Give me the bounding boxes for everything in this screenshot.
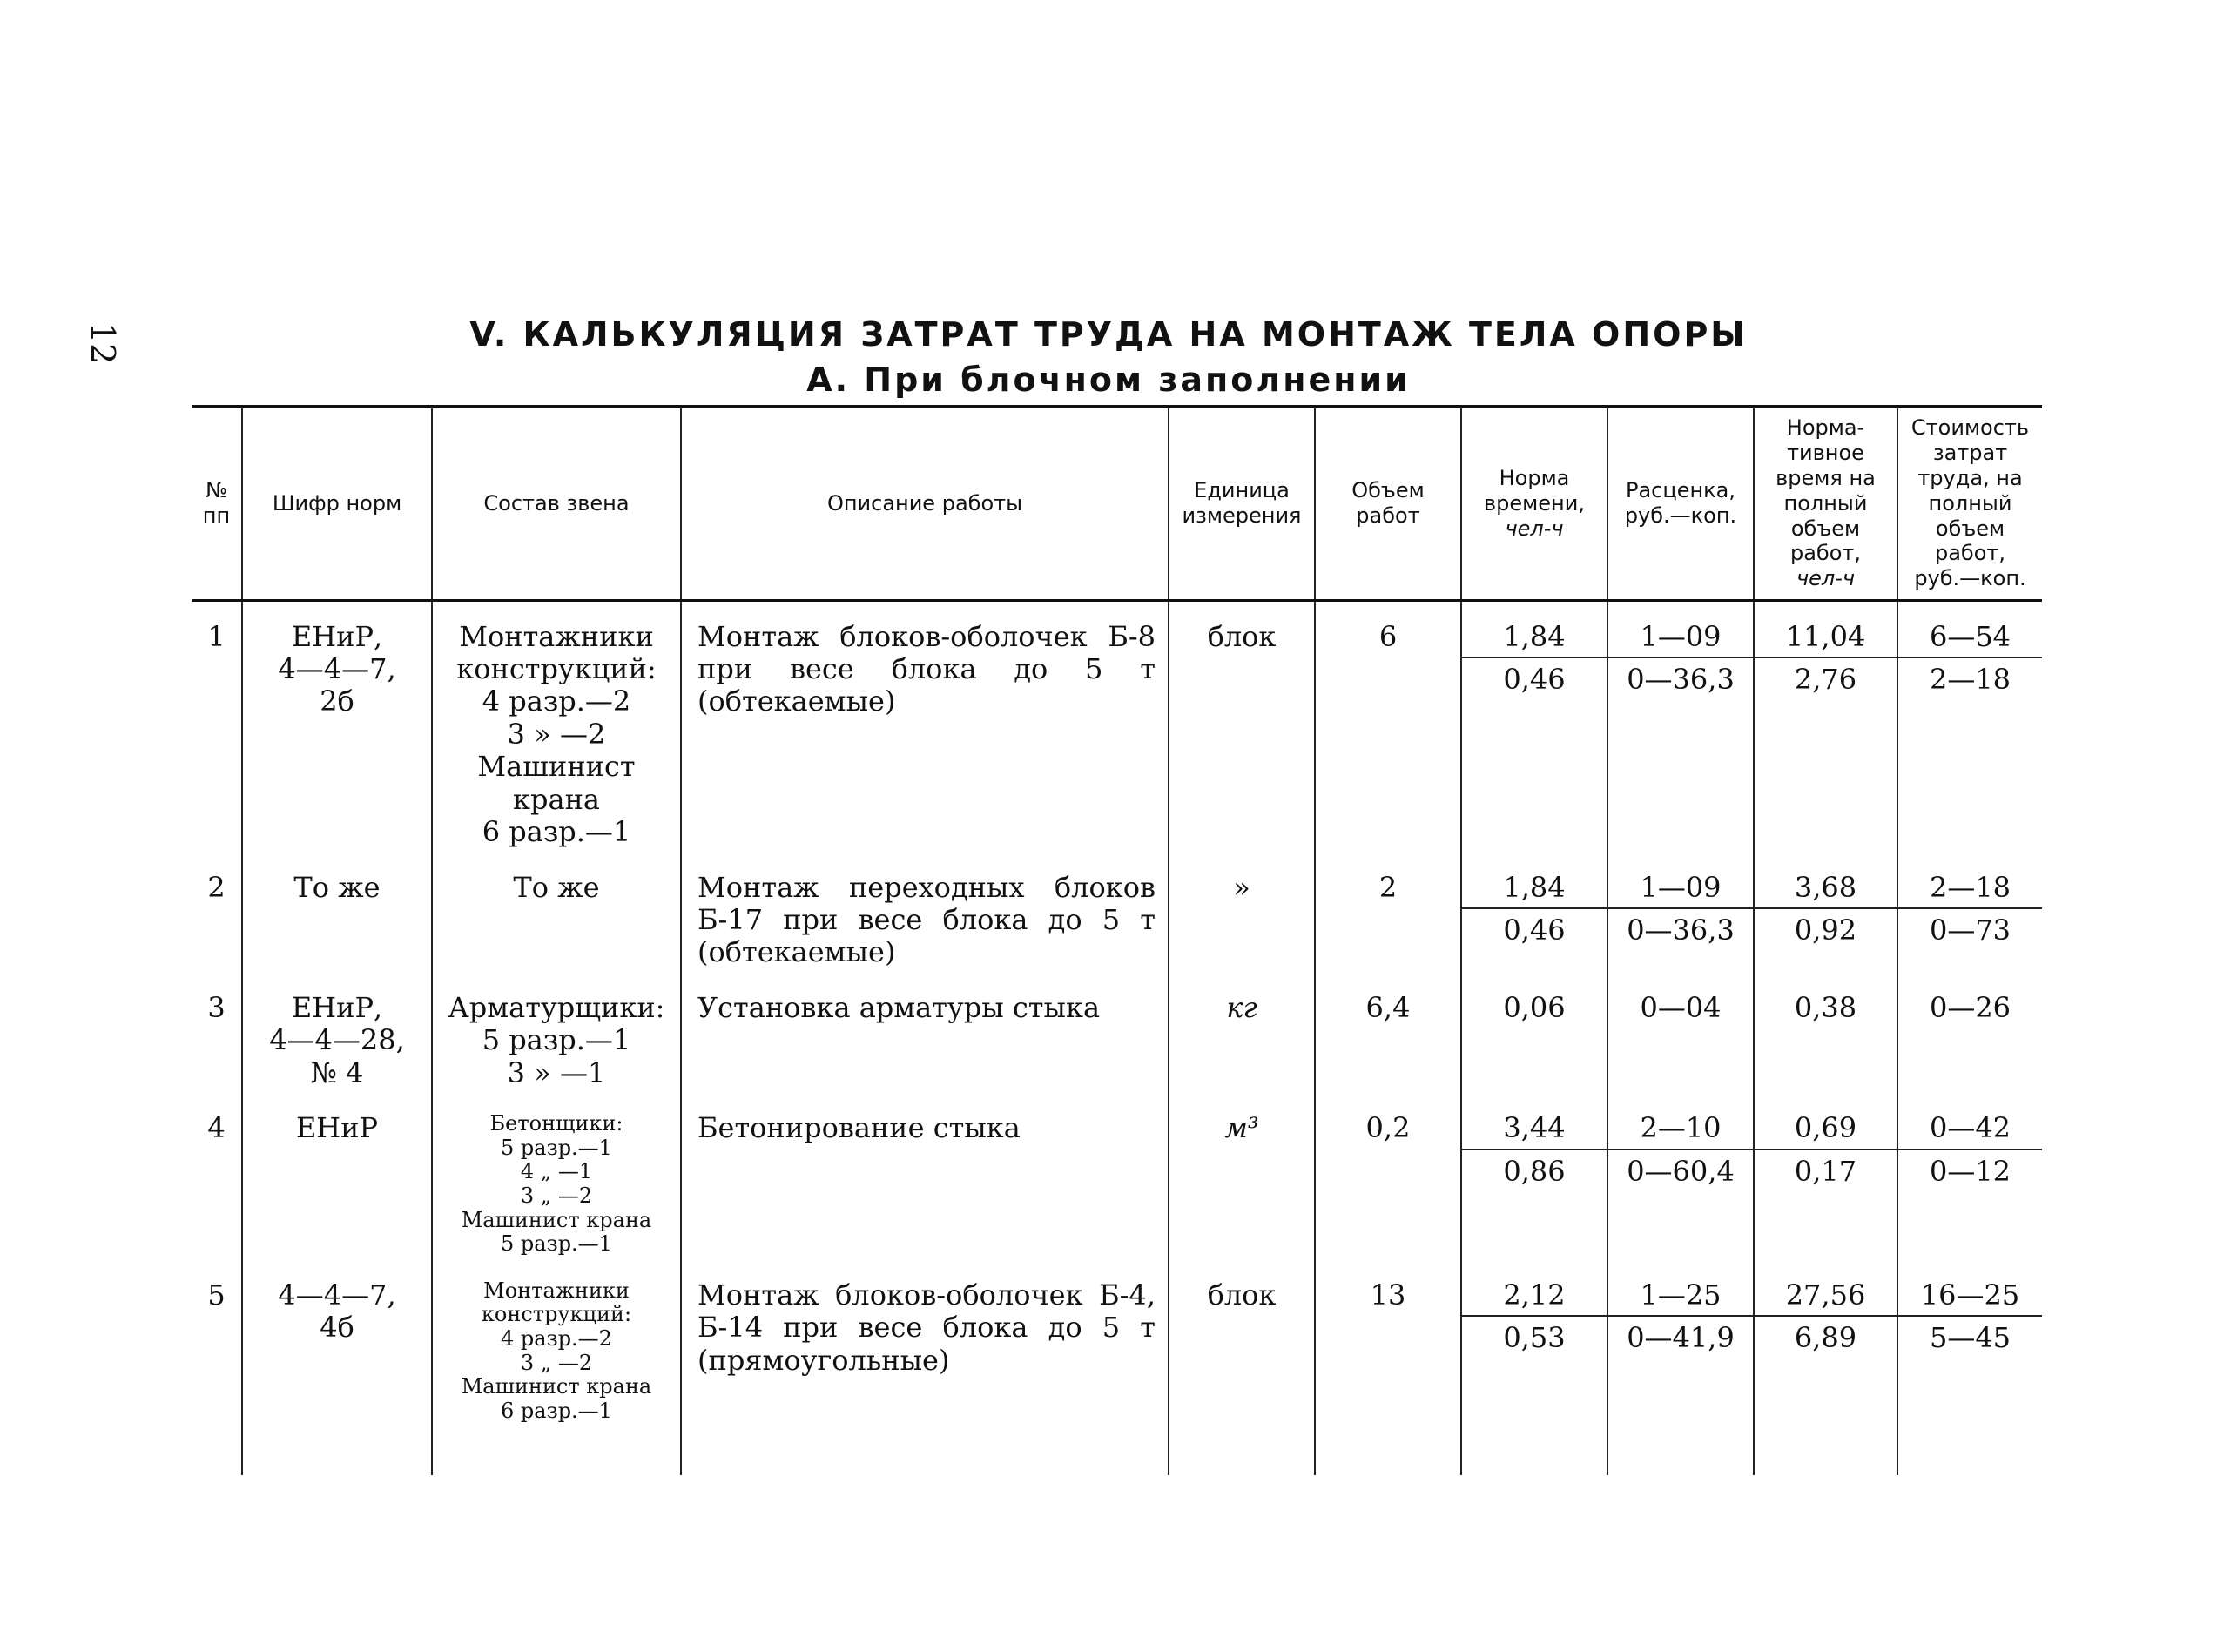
cell-code: 4—4—7, 4б bbox=[242, 1272, 432, 1476]
cell-volume: 6 bbox=[1315, 600, 1461, 865]
cell-desc: Монтаж переходных блоков Б-17 при весе блока до 5 т (обтекаемые) bbox=[681, 865, 1169, 985]
header-total-time: Норма- тивное время на полный объем работ, чел-ч bbox=[1754, 407, 1897, 600]
cell-total-cost: 0—42 0—12 bbox=[1897, 1105, 2042, 1272]
header-unit: Единица измерения bbox=[1169, 407, 1315, 600]
labor-cost-table bbox=[192, 405, 2042, 1475]
table-row bbox=[192, 985, 2042, 1105]
cell-volume: 0,2 bbox=[1315, 1105, 1461, 1272]
header-crew: Состав звена bbox=[432, 407, 681, 600]
cell-unit: м³ bbox=[1169, 1105, 1315, 1272]
cell-num: 3 bbox=[192, 985, 242, 1105]
cell-norm: 1,84 0,46 bbox=[1461, 865, 1607, 985]
cell-total-time: 27,56 6,89 bbox=[1754, 1272, 1897, 1476]
cell-norm: 1,84 0,46 bbox=[1461, 600, 1607, 865]
cell-num: 2 bbox=[192, 865, 242, 985]
cell-unit: кг bbox=[1169, 985, 1315, 1105]
cell-unit: » bbox=[1169, 865, 1315, 985]
cell-crew: То же bbox=[432, 865, 681, 985]
cell-code: ЕНиР, 4—4—7, 2б bbox=[242, 600, 432, 865]
cell-total-cost: 2—18 0—73 bbox=[1897, 865, 2042, 985]
cell-norm: 0,06 bbox=[1461, 985, 1607, 1105]
header-desc: Описание работы bbox=[681, 407, 1169, 600]
cell-crew: Монтажники конструкций: 4 разр.—2 3 » —2 Машинист крана 6 разр.—1 bbox=[432, 600, 681, 865]
cell-desc: Монтаж блоков-оболочек Б-4, Б-14 при весе блока до 5 т (прямоугольные) bbox=[681, 1272, 1169, 1476]
cell-crew: Арматурщики: 5 разр.—1 3 » —1 bbox=[432, 985, 681, 1105]
cell-code: ЕНиР, 4—4—28, № 4 bbox=[242, 985, 432, 1105]
cell-desc: Бетонирование стыка bbox=[681, 1105, 1169, 1272]
cell-volume: 2 bbox=[1315, 865, 1461, 985]
table-row bbox=[192, 1272, 2042, 1476]
cell-total-time: 11,04 2,76 bbox=[1754, 600, 1897, 865]
table-row bbox=[192, 1105, 2042, 1272]
header-code: Шифр норм bbox=[242, 407, 432, 600]
table-row bbox=[192, 600, 2042, 865]
cell-total-cost: 6—54 2—18 bbox=[1897, 600, 2042, 865]
cell-rate: 1—09 0—36,3 bbox=[1607, 865, 1754, 985]
cell-desc: Монтаж блоков-оболочек Б-8 при весе блока до 5 т (обтекаемые) bbox=[681, 600, 1169, 865]
cell-rate: 2—10 0—60,4 bbox=[1607, 1105, 1754, 1272]
cell-rate: 1—25 0—41,9 bbox=[1607, 1272, 1754, 1476]
page-number: 12 bbox=[84, 322, 122, 365]
cell-crew: Монтажники конструкций: 4 разр.—2 3 „ —2 Машинист крана 6 разр.—1 bbox=[432, 1272, 681, 1476]
header-volume: Объем работ bbox=[1315, 407, 1461, 600]
header-num: № пп bbox=[192, 407, 242, 600]
cell-total-time: 3,68 0,92 bbox=[1754, 865, 1897, 985]
cell-norm: 2,12 0,53 bbox=[1461, 1272, 1607, 1476]
document-title: V. КАЛЬКУЛЯЦИЯ ЗАТРАТ ТРУДА НА МОНТАЖ ТЕЛА ОПОРЫ bbox=[469, 315, 1748, 354]
cell-unit: блок bbox=[1169, 600, 1315, 865]
cell-crew: Бетонщики: 5 разр.—1 4 „ —1 3 „ —2 Машинист крана 5 разр.—1 bbox=[432, 1105, 681, 1272]
cell-volume: 6,4 bbox=[1315, 985, 1461, 1105]
cell-total-time: 0,38 bbox=[1754, 985, 1897, 1105]
cell-rate: 0—04 bbox=[1607, 985, 1754, 1105]
cell-code: ЕНиР bbox=[242, 1105, 432, 1272]
cell-norm: 3,44 0,86 bbox=[1461, 1105, 1607, 1272]
document-subtitle: А. При блочном заполнении bbox=[806, 361, 1411, 399]
header-norm: Норма времени, чел-ч bbox=[1461, 407, 1607, 600]
cell-rate: 1—09 0—36,3 bbox=[1607, 600, 1754, 865]
cell-total-cost: 16—25 5—45 bbox=[1897, 1272, 2042, 1476]
table-header bbox=[192, 407, 2042, 600]
cell-unit: блок bbox=[1169, 1272, 1315, 1476]
table-row bbox=[192, 865, 2042, 985]
cell-num: 1 bbox=[192, 600, 242, 865]
header-total-cost: Стоимость затрат труда, на полный объем работ, руб.—коп. bbox=[1897, 407, 2042, 600]
cell-total-time: 0,69 0,17 bbox=[1754, 1105, 1897, 1272]
cell-code: То же bbox=[242, 865, 432, 985]
cell-num: 5 bbox=[192, 1272, 242, 1476]
header-rate: Расценка, руб.—коп. bbox=[1607, 407, 1754, 600]
cell-num: 4 bbox=[192, 1105, 242, 1272]
cell-desc: Установка арматуры стыка bbox=[681, 985, 1169, 1105]
cell-total-cost: 0—26 bbox=[1897, 985, 2042, 1105]
cell-volume: 13 bbox=[1315, 1272, 1461, 1476]
